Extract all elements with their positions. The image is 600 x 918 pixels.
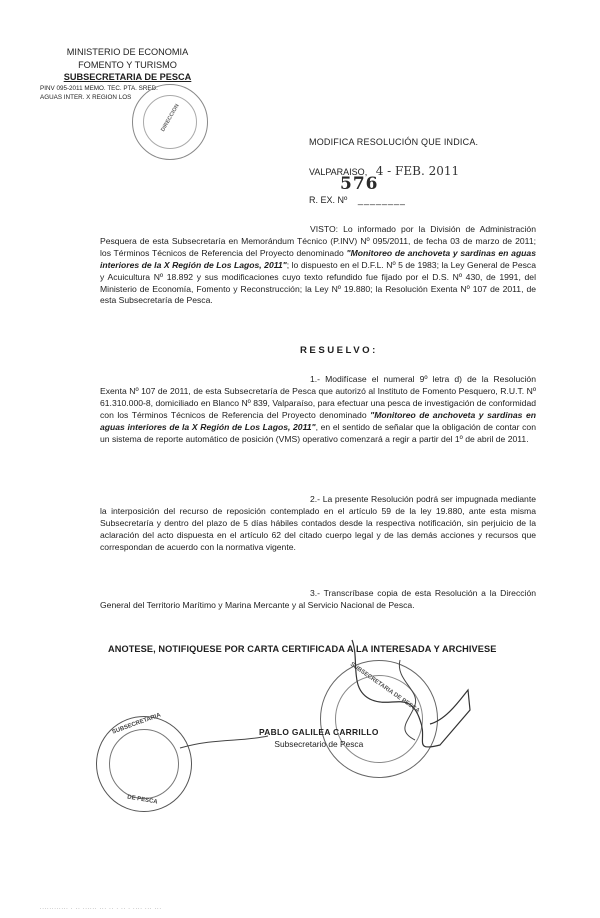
date-value: 4 - FEB. 2011 (375, 164, 460, 178)
left-stamp-text-top: SUBSECRETARIA (111, 712, 162, 736)
rex-label: R. EX. Nº (309, 195, 348, 205)
visto-text-b: ; lo dispuesto en el D.F.L. Nº 5 de 1983; la Ley General de Pesca y Acuicultura Nº 18.892 y sus modificaciones cuyo texto refundido fue fijado por el D.S. Nº 430, de 1991, del Ministerio de Economía, Fomento y Reconstrucción; la Ley Nº 19.880; la Resolución Exenta Nº 107 de 2011, de esta Subsecretaría de Pesca. (100, 259, 537, 306)
visto-lead: VISTO: (310, 224, 339, 234)
subsecretaria-name: SUBSECRETARIA DE PESCA (63, 72, 192, 82)
left-stamp-text-bottom: DE PESCA (126, 794, 158, 806)
date-label: VALPARAISO, (309, 167, 368, 177)
item-1-text-a: 1.- Modifícase el numeral 9º letra d) de la Resolución Exenta Nº 107 de 2011, de esta Subsecretaría de Pesca que autorizó al Instituto de Fomento Pesquero, R.U.T. Nº 61.310.000-8, domiciliado en Blanco Nº 839, Valparaíso, para efectuar una pesca de investigación de conformidad con los Términos Técnicos de Referencia del Proyecto denominado (100, 374, 536, 420)
file-code: PINV 095-2011 MEMO. TEC. PTA. SRED. (40, 84, 158, 92)
item-1-text-b: , en el sentido de señalar que la obligación de contar con un sistema de reporte automático de posición (VMS) operativo comenzará a regir a partir del 1º de abril de 2011. (100, 421, 536, 444)
item-1-project: "Monitoreo de anchoveta y sardinas en aguas interiores de la X Región de Los Lagos, 2011" (100, 409, 536, 432)
resolution-number: 576 (340, 174, 379, 194)
file-code-2: AGUAS INTER. X REGION LOS (40, 93, 132, 101)
right-stamp-text: SUBSECRETARIA DE PESCA (348, 661, 421, 715)
signature-block (259, 726, 379, 750)
footer-mark: ............ . .. ...... ... .. . .. . .... ... ... (40, 905, 162, 911)
signatory-name: PABLO GALILEA CARRILLO (259, 727, 379, 737)
subject-reference: MODIFICA RESOLUCIÓN QUE INDICA. (309, 137, 479, 147)
resuelvo-heading: RESUELVO: (300, 345, 378, 356)
closing-formula: ANOTESE, NOTIFIQUESE POR CARTA CERTIFICADA A LA INTERESADA Y ARCHIVESE (108, 644, 497, 654)
ministry-subname: FOMENTO Y TURISMO (78, 59, 177, 70)
signatory-title: Subsecretario de Pesca (274, 739, 364, 749)
ministry-name: MINISTERIO DE ECONOMIA (66, 47, 189, 57)
header-stamp-text: DIRECCION (160, 103, 181, 133)
rex-blank: ________ (357, 195, 406, 205)
visto-text-a: Lo informado por la División de Administración Pesquera de esta Subsecretaría en Memorándum Técnico (P.INV) Nº 095/2011, de fecha 03 de marzo de 2011; los Términos Técnicos de Referencia del Proyecto denominado (100, 224, 536, 258)
item-2-text: 2.- La presente Resolución podrá ser impugnada mediante la interposición del recurso de reposición contemplado en el artículo 59 de la ley 19.880, ante esta misma Subsecretaría y dentro del plazo de 5 días hábiles contados desde la respectiva notificación, sin perjuicio de la aclaración del acto dispuesta en el artículo 62 del citado cuerpo legal y de las demás acciones y recursos que correspondan de acuerdo con la normativa vigente. (100, 494, 536, 552)
item-3-text: 3.- Transcríbase copia de esta Resolución a la Dirección General del Territorio Marítimo y Marina Mercante y al Servicio Nacional de Pesca. (100, 588, 536, 610)
visto-project: "Monitoreo de anchoveta y sardinas en aguas interiores de la X Región de Los Lagos, 2011" (100, 247, 536, 270)
